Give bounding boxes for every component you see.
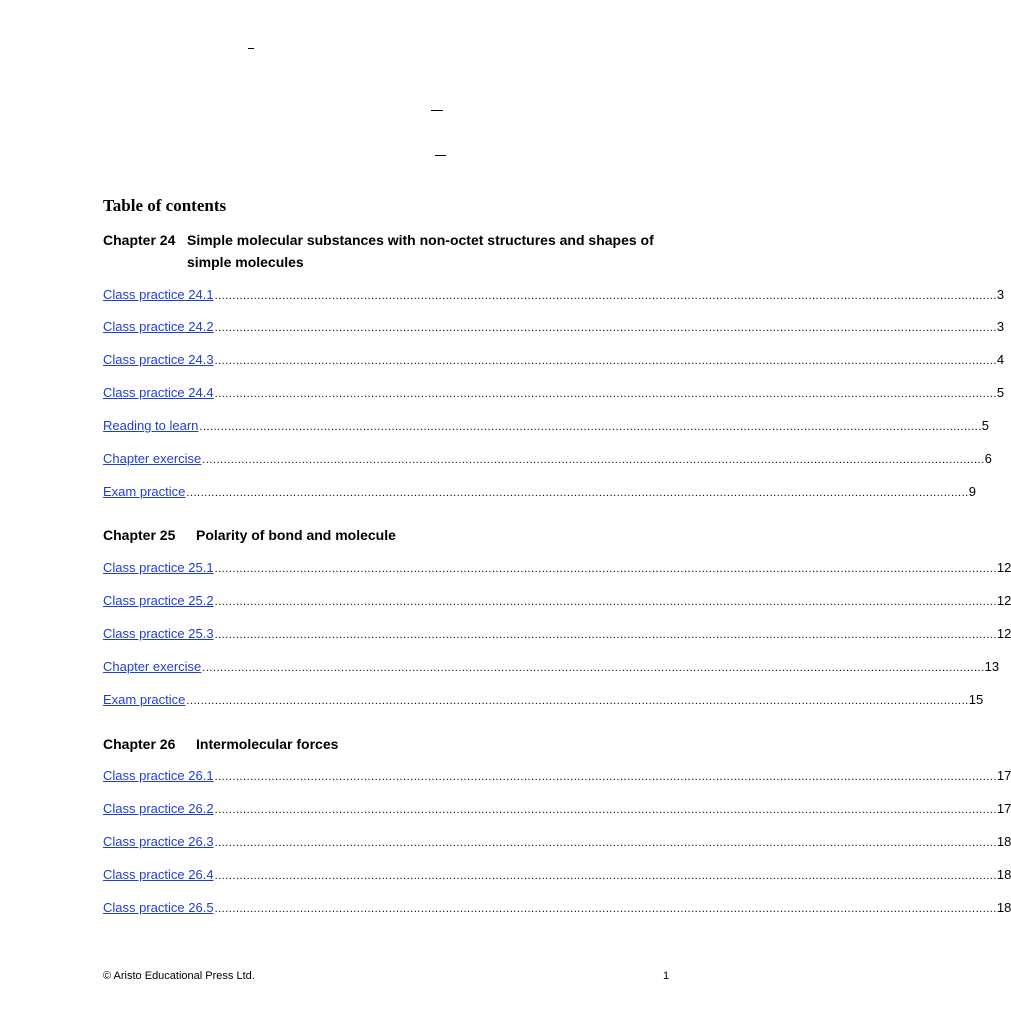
toc-entry [103,624,1011,644]
page-number: 15 [968,692,984,707]
page-number: 5 [981,418,989,433]
chapter-number: Chapter 24 [103,232,176,248]
dot-leader: ............................................................................................................................................................................................................................ [199,421,982,433]
toc-link[interactable]: Chapter exercise [103,659,202,674]
dot-leader: ............................................................................................................................................................................................................................ [186,695,969,707]
page-number: 18 [996,900,1011,915]
dot-leader: ............................................................................................................................................................................................................................ [214,903,997,915]
toc-link[interactable]: Class practice 26.1 [103,768,214,783]
dot-leader: ............................................................................................................................................................................................................................ [214,771,997,783]
page-number: 12 [996,626,1011,641]
toc-link[interactable]: Class practice 26.3 [103,834,214,849]
toc-link[interactable]: Class practice 24.3 [103,352,214,367]
chapter-number: Chapter 25 [103,527,176,543]
toc-entry [103,865,1011,885]
toc-link[interactable]: Chapter exercise [103,451,202,466]
toc-link[interactable]: Class practice 25.2 [103,593,214,608]
toc-entry [103,449,992,469]
footer-copyright: © Aristo Educational Press Ltd. [103,970,255,982]
toc-link[interactable]: Class practice 25.3 [103,626,214,641]
header-mark [248,48,254,49]
toc-entry [103,832,1011,852]
dot-leader: ............................................................................................................................................................................................................................ [214,355,997,367]
chapter-title: Polarity of bond and molecule [196,527,396,543]
toc-link[interactable]: Class practice 24.2 [103,319,214,334]
toc-entry [103,558,1011,578]
toc-entry [103,285,1005,305]
page-number: 5 [996,385,1005,400]
page-number: 4 [996,352,1005,367]
toc-entry [103,350,1005,370]
chapter-title: Intermolecular forces [196,736,339,752]
dot-leader: ............................................................................................................................................................................................................................ [202,454,985,466]
dot-leader: ............................................................................................................................................................................................................................ [214,837,997,849]
toc-entry [103,591,1011,611]
toc-entry [103,898,1011,918]
chapter-number: Chapter 26 [103,736,176,752]
dot-leader: ............................................................................................................................................................................................................................ [214,563,997,575]
page-number: 17 [996,801,1011,816]
page-number: 6 [984,451,992,466]
page-number: 18 [996,834,1011,849]
header-mark [431,110,443,111]
page-number: 13 [984,659,1000,674]
toc-title: Table of contents [103,196,227,215]
toc-entry [103,416,989,436]
dot-leader: ............................................................................................................................................................................................................................ [214,804,997,816]
toc-link[interactable]: Class practice 26.4 [103,867,214,882]
dot-leader: ............................................................................................................................................................................................................................ [214,629,997,641]
chapter-heading-25 [103,524,396,546]
page-number: 12 [996,593,1011,608]
toc-link[interactable]: Class practice 26.5 [103,900,214,915]
toc-entry [103,317,1005,337]
page-number: 9 [968,484,976,499]
chapter-heading-26 [103,733,338,755]
page-number: 17 [996,768,1011,783]
toc-entry [103,799,1011,819]
toc-link[interactable]: Class practice 24.1 [103,287,214,302]
page-number: 18 [996,867,1011,882]
page-number: 12 [996,560,1011,575]
toc-entry [103,657,1000,677]
toc-entry [103,690,984,710]
toc-link[interactable]: Exam practice [103,484,186,499]
toc-link[interactable]: Reading to learn [103,418,199,433]
dot-leader: ............................................................................................................................................................................................................................ [186,487,969,499]
toc-entry [103,482,976,502]
toc-link[interactable]: Class practice 26.2 [103,801,214,816]
toc-link[interactable]: Class practice 25.1 [103,560,214,575]
dot-leader: ............................................................................................................................................................................................................................ [214,290,997,302]
toc-link[interactable]: Class practice 24.4 [103,385,214,400]
chapter-title: Simple molecular substances with non-octet structures and shapes of simple molecules [187,232,654,270]
dot-leader: ............................................................................................................................................................................................................................ [214,322,997,334]
dot-leader: ............................................................................................................................................................................................................................ [214,596,997,608]
toc-entry [103,383,1005,403]
toc-entry [103,766,1011,786]
dot-leader: ............................................................................................................................................................................................................................ [202,662,985,674]
footer-page-number: 1 [663,970,670,982]
page-number: 3 [996,319,1005,334]
dot-leader: ............................................................................................................................................................................................................................ [214,388,997,400]
dot-leader: ............................................................................................................................................................................................................................ [214,870,997,882]
chapter-heading-24 [103,229,667,273]
toc-link[interactable]: Exam practice [103,692,186,707]
header-mark [435,155,446,156]
page-number: 3 [996,287,1005,302]
